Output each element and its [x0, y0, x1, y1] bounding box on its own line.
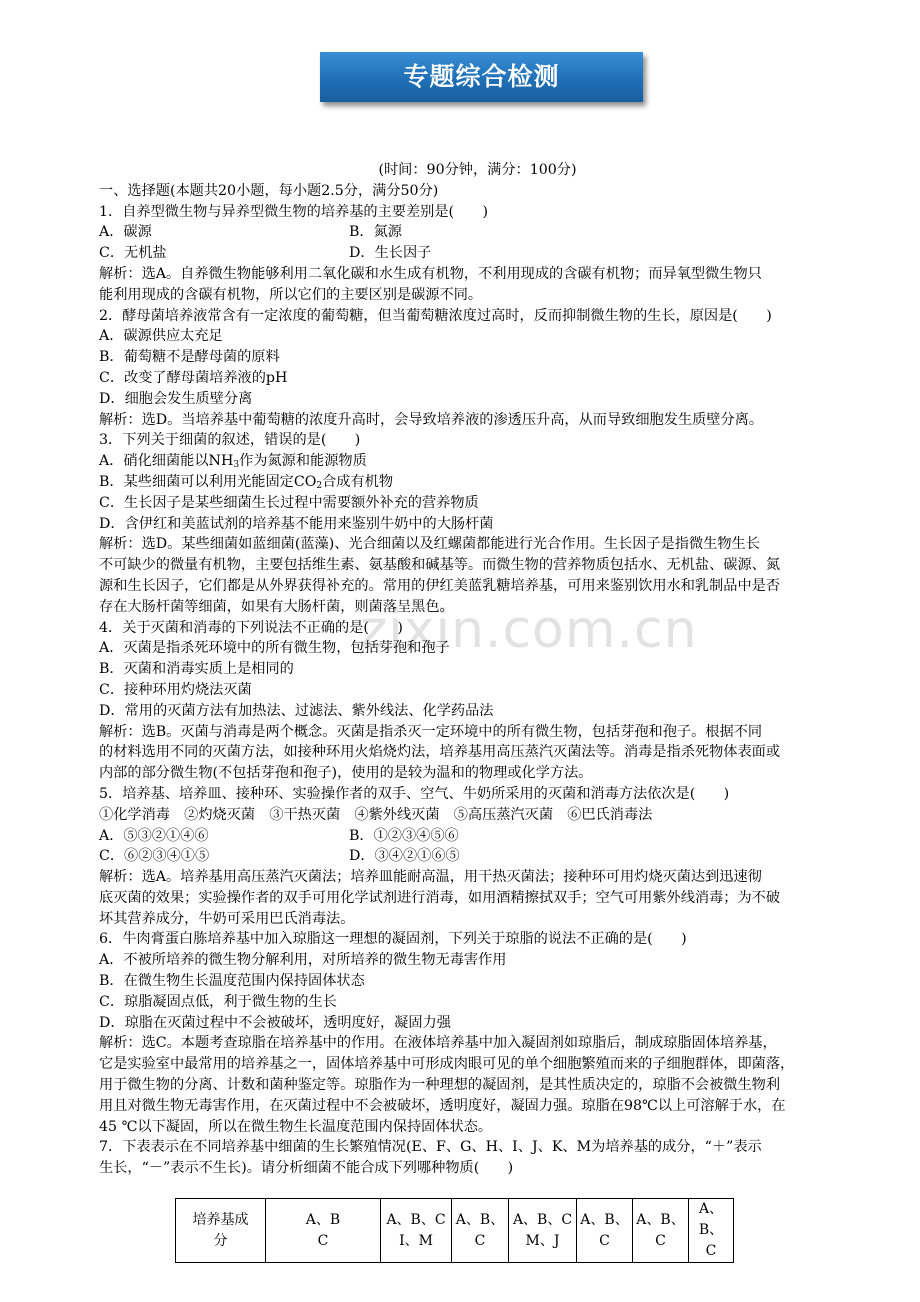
- question-2: 2．酵母菌培养液常含有一定浓度的葡萄糖，但当葡萄糖浓度过高时，反而抑制微生物的生长，原因是( ): [99, 307, 772, 324]
- q5-option-a: A．⑤③②①④⑥: [99, 827, 209, 844]
- q6-option-a: A．不被所培养的微生物分解利用，对所培养的微生物无毒害作用: [99, 952, 507, 969]
- q5-items: ①化学消毒 ②灼烧灭菌 ③干热灭菌 ④紫外线灭菌 ⑤高压蒸汽灭菌 ⑥巴氏消毒法: [99, 806, 653, 823]
- q6-option-c: C．琼脂凝固点低，利于微生物的生长: [99, 993, 337, 1010]
- q3-explanation: 解析：选D。某些细菌如蓝细菌(蓝藻)、光合细菌以及红螺菌都能进行光合作用。生长因子是指微生物生长: [99, 536, 760, 553]
- q5-option-c: C．⑥②③④①⑤: [99, 848, 210, 865]
- question-5: 5．培养基、培养皿、接种环、实验操作者的双手、空气、牛奶所采用的灭菌和消毒方法依次是( ): [99, 785, 730, 802]
- watermark: zixin.com.cn: [360, 600, 698, 660]
- q1-option-a: A．碳源: [99, 224, 152, 241]
- q4-option-d: D．常用的灭菌方法有加热法、过滤法、紫外线法、化学药品法: [99, 702, 494, 719]
- q3-option-d: D．含伊红和美蓝试剂的培养基不能用来鉴别牛奶中的大肠杆菌: [99, 515, 494, 532]
- q4-explanation-cont: 的材料选用不同的灭菌方法，如接种环用火焰烧灼法，培养基用高压蒸汽灭菌法等。消毒是指杀死物体表面或: [99, 744, 781, 761]
- q5-options-row1: [99, 826, 856, 847]
- q6-explanation: 解析：选C。本题考查琼脂在培养基中的作用。在液体培养基中加入凝固剂如琼脂后，制成琼脂固体培养基，: [99, 1035, 777, 1052]
- q3-option-b: B．某些细菌可以利用光能固定$CO_2$合成有机物: [99, 473, 394, 491]
- question-6: 6．牛肉膏蛋白胨培养基中加入琼脂这一理想的凝固剂，下列关于琼脂的说法不正确的是( ): [99, 931, 687, 948]
- section-heading: 一、选择题(本题共20小题，每小题2.5分，满分50分): [99, 182, 439, 199]
- q2-option-c: C．改变了酵母菌培养液的pH: [99, 369, 288, 386]
- q1-explanation: 解析：选A。自养微生物能够利用二氧化碳和水生成有机物，不利用现成的含碳有机物；而异氧型微生物只: [99, 265, 762, 282]
- q2-option-d: D．细胞会发生质壁分离: [99, 390, 253, 407]
- q1-options-row1: [99, 222, 856, 243]
- table-header-cell: 培养基成 分: [176, 1199, 266, 1263]
- question-1: 1．自养型微生物与异养型微生物的培养基的主要差别是( ): [99, 203, 488, 220]
- q6-option-b: B．在微生物生长温度范围内保持固体状态: [99, 973, 365, 990]
- q1-option-d: D．生长因子: [349, 245, 432, 262]
- document-body: [99, 160, 856, 1179]
- table-row: [176, 1199, 734, 1263]
- q4-option-a: A．灭菌是指杀死环境中的所有微生物，包括芽孢和孢子: [99, 640, 450, 657]
- q3-explanation-cont: 不可缺少的微量有机物，主要包括维生素、氨基酸和碱基等。而微生物的营养物质包括水、无机盐、碳源、氮: [99, 557, 781, 574]
- q6-explanation-cont: 它是实验室中最常用的培养基之一，固体培养基中可形成肉眼可见的单个细胞繁殖而来的子细胞群体，即菌落，: [99, 1056, 795, 1073]
- q6-explanation-cont: 45 ℃以下凝固，所以在微生物生长温度范围内保持固体状态。: [99, 1118, 493, 1135]
- q5-explanation-cont: 坏其营养成分，牛奶可采用巴氏消毒法。: [99, 910, 355, 927]
- q5-option-d: D．③④②①⑥⑤: [349, 848, 460, 865]
- table-cell: A、B、C M、J: [509, 1199, 577, 1263]
- q5-explanation-cont: 底灭菌的效果；实验操作者的双手可用化学试剂进行消毒，如用酒精擦拭双手；空气可用紫外线消毒；为不破: [99, 889, 781, 906]
- question-7-cont: 生长，“－”表示不生长)。请分析细菌不能合成下列哪种物质( ): [99, 1160, 514, 1177]
- q5-option-b: B．①②③④⑤⑥: [349, 827, 459, 844]
- q1-option-b: B．氮源: [349, 224, 402, 241]
- q3-option-c: C．生长因子是某些细菌生长过程中需要额外补充的营养物质: [99, 494, 479, 511]
- table-cell: A、B、C I、M: [381, 1199, 452, 1263]
- table-cell: A、B、 C: [577, 1199, 633, 1263]
- q1-options-row2: [99, 243, 856, 264]
- q2-explanation: 解析：选D。当培养基中葡萄糖的浓度升高时，会导致培养液的渗透压升高，从而导致细胞发生质壁分离。: [99, 411, 764, 428]
- q4-explanation: 解析：选B。灭菌与消毒是两个概念。灭菌是指杀灭一定环境中的所有微生物，包括芽孢和孢子。根据不同: [99, 723, 763, 740]
- q6-explanation-cont: 用且对微生物无毒害作用，在灭菌过程中不会被破坏，透明度好，凝固力强。琼脂在98℃以上可溶解于水，在: [99, 1097, 786, 1114]
- table-cell: A、B C: [266, 1199, 381, 1263]
- table-cell: A、B、 C: [689, 1199, 734, 1263]
- question-7: 7．下表表示在不同培养基中细菌的生长繁殖情况(E、F、G、H、I、J、K、M为培养基的成分，“＋”表示: [99, 1139, 762, 1156]
- q4-option-b: B．灭菌和消毒实质上是相同的: [99, 661, 294, 678]
- q2-option-b: B．葡萄糖不是酵母菌的原料: [99, 349, 280, 366]
- q4-explanation-cont: 内部的部分微生物(不包括芽孢和孢子)，使用的是较为温和的物理或化学方法。: [99, 765, 593, 782]
- table-cell: A、B、 C: [633, 1199, 689, 1263]
- q1-explanation-cont: 能利用现成的含碳有机物，所以它们的主要区别是碳源不同。: [99, 286, 483, 303]
- exam-info: (时间：90分钟，满分：100分): [378, 162, 577, 178]
- q3-option-a: A．硝化细菌能以$NH_3$作为氮源和能源物质: [99, 453, 367, 471]
- q4-option-c: C．接种环用灼烧法灭菌: [99, 681, 252, 698]
- q1-option-c: C．无机盐: [99, 245, 167, 262]
- table-cell: A、B、 C: [452, 1199, 509, 1263]
- title-banner: 专题综合检测: [320, 52, 643, 102]
- question-4: 4．关于灭菌和消毒的下列说法不正确的是( ): [99, 619, 403, 636]
- q6-explanation-cont: 用于微生物的分离、计数和菌种鉴定等。琼脂作为一种理想的凝固剂，是其性质决定的，琼脂不会被微生物利: [99, 1077, 781, 1094]
- q5-explanation: 解析：选A。培养基用高压蒸汽灭菌法；培养皿能耐高温，用干热灭菌法；接种环可用灼烧灭菌达到迅速彻: [99, 869, 762, 886]
- q5-options-row2: [99, 846, 856, 867]
- q3-explanation-cont: 存在大肠杆菌等细菌，如果有大肠杆菌，则菌落呈黑色。: [99, 598, 454, 615]
- question-3: 3．下列关于细菌的叙述，错误的是( ): [99, 432, 361, 449]
- q2-option-a: A．碳源供应太充足: [99, 328, 223, 345]
- medium-table: [175, 1198, 734, 1263]
- q6-option-d: D．琼脂在灭菌过程中不会被破坏，透明度好，凝固力强: [99, 1014, 451, 1031]
- q3-explanation-cont: 源和生长因子，它们都是从外界获得补充的。常用的伊红美蓝乳糖培养基，可用来鉴别饮用水和乳制品中是否: [99, 577, 781, 594]
